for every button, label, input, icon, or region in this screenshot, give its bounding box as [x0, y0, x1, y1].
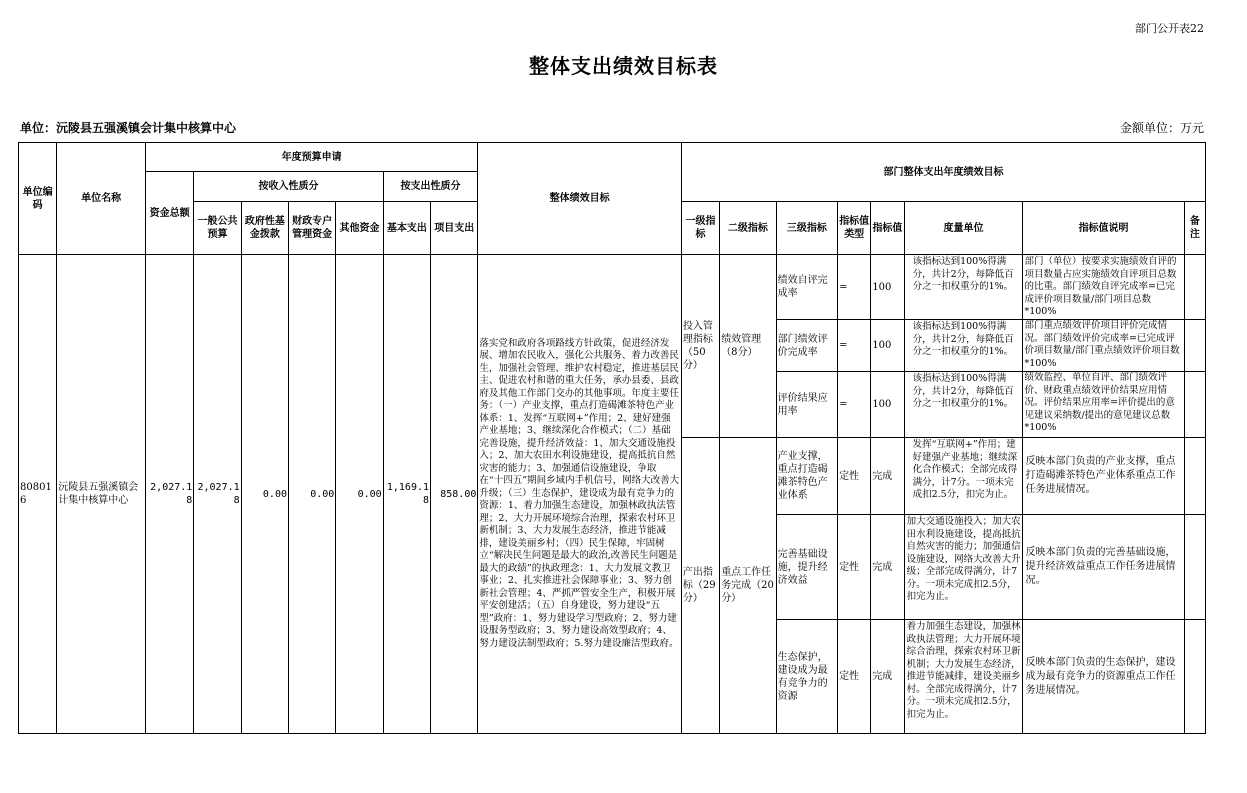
form-number: 部门公开表22	[1135, 22, 1204, 35]
indicator-type: =	[838, 372, 871, 438]
indicator-measure	[904, 438, 1023, 515]
indicator-value: 完成	[871, 620, 904, 734]
header-dept-goal: 部门整体支出年度绩效目标	[681, 143, 1205, 202]
indicator-measure	[904, 515, 1023, 620]
unit-code-cell: 808016	[19, 255, 57, 734]
indicator-measure	[904, 255, 1023, 320]
fiscal-special-cell: 0.00	[289, 255, 336, 734]
indicator-type: 定性	[838, 438, 871, 515]
indicator-value: 100	[871, 372, 904, 438]
indicator-desc: 反映本部门负责的产业支撑，重点打造碣滩茶特色产业体系重点工作任务进展情况。	[1023, 438, 1184, 515]
gov-fund-cell: 0.00	[241, 255, 288, 734]
indicator-measure-text: 该指标达到100%得满分，共计2分，每降低百分之一扣权重分的1%。	[912, 256, 1014, 292]
indicator-level2: 重点工作任务完成（20分）	[720, 438, 776, 734]
total-funds-cell: 2,027.18	[145, 255, 193, 734]
indicator-desc	[1023, 255, 1184, 320]
indicator-desc-text: 绩效监控、单位自评、部门绩效评价、财政重点绩效评价结果应用情况。评价结果应用率=评价提出的意见建议采纳数/提出的意见建议总数*100%	[1024, 372, 1175, 433]
header-annual-budget: 年度预算申请	[145, 143, 477, 172]
indicator-measure	[904, 372, 1023, 438]
header-basic-expense: 基本支出	[383, 202, 430, 255]
indicator-desc	[1023, 320, 1184, 372]
indicator-desc-text: 部门重点绩效评价项目评价完成情况。部门绩效评价完成率=已完成评价项目数量/部门重点绩效评价项目数*100%	[1024, 320, 1180, 369]
header-project-expense: 项目支出	[431, 202, 478, 255]
indicator-level3: 部门绩效评价完成率	[776, 320, 837, 372]
indicator-value: 完成	[871, 438, 904, 515]
indicator-type: =	[838, 320, 871, 372]
indicator-measure-text: 着力加强生态建设，加强林政执法管理；大力开展环境综合治理，探索农村环卫新机制；大力发展生态经济，推进节能减排，建设美丽乡村。全部完成得满分，计7分。一项未完成扣2.5分，扣完为止。	[906, 621, 1021, 720]
header-level1: 一级指标	[681, 202, 719, 255]
other-funds-cell: 0.00	[336, 255, 383, 734]
indicator-remark	[1184, 620, 1205, 734]
indicator-level3: 产业支撑，重点打造碣滩茶特色产业体系	[776, 438, 837, 515]
money-unit: 金额单位：万元	[1119, 121, 1204, 135]
indicator-level1: 投入管理指标（50分）	[681, 255, 719, 438]
header-remark: 备注	[1184, 202, 1205, 255]
page-title: 整体支出绩效目标表	[529, 54, 718, 78]
header-value-type: 指标值类型	[838, 202, 871, 255]
indicator-remark	[1184, 255, 1205, 320]
header-level3: 三级指标	[776, 202, 837, 255]
indicator-remark	[1184, 372, 1205, 438]
overall-goal-text: 落实党和政府各项路线方针政策，促进经济发展、增加农民收入，强化公共服务、着力改善民生，加强社会管理、维护农村稳定，推进基层民主、促进农村和谐的重大任务，承办县委、县政府及其他工作部门交办的其他事项。年度主要任务：（一）产业支撑，重点打造碣滩茶特色产业体系：1、发挥“互联网+”作用；2、建好建强产业基地；3、继续深化合作模式；（二）基础完善设施，提升经济效益：1、加大交通设施投入；2、加大农田水利设施建设，提高抵抗自然灾害的能力；3、加强通信设施建设，争取在“十四五”期间乡域内手机信号，网络大改善大升级；（三）生态保护，建设成为最有竞争力的资源：1、着力加强生态建设，加强林政执法管理；2、大力开展环境综合治理，探索农村环卫新机制；3、大力发展生态经济，推进节能减排，建设美丽乡村；（四）民生保障，牢固树立“解决民生问题是最大的政治,改善民生问题是最大的政绩”的执政理念：1、大力发展文教卫事业；2、扎实推进社会保障事业；3、努力创新社会管理；4、严抓严管安全生产，积极开展平安创建活；（五）自身建设，努力建设“五型”政府：1、努力建设学习型政府；2、努力建设服务型政府；3、努力建设高效型政府；4、努力建设法制型政府；5.努力建设廉洁型政府。	[479, 337, 680, 649]
header-overall-goal: 整体绩效目标	[478, 143, 682, 255]
basic-expense-cell: 1,169.18	[383, 255, 430, 734]
header-by-expense: 按支出性质分	[383, 172, 478, 202]
header-by-income: 按收入性质分	[194, 172, 383, 202]
indicator-level3: 生态保护，建设成为最有竞争力的资源	[776, 620, 837, 734]
indicator-measure-text: 该指标达到100%得满分，共计2分，每降低百分之一扣权重分的1%。	[912, 321, 1014, 357]
indicator-level2: 绩效管理（8分）	[720, 255, 776, 438]
general-budget-cell: 2,027.18	[194, 255, 241, 734]
indicator-desc-text: 部门（单位）按要求实施绩效自评的项目数量占应实施绩效自评项目总数的比重。部门绩效自评完成率=已完成评价项目数量/部门项目总数*100%	[1024, 256, 1177, 317]
header-value-desc: 指标值说明	[1023, 202, 1184, 255]
indicator-remark	[1184, 515, 1205, 620]
header-unit-code: 单位编码	[19, 143, 57, 255]
indicator-value: 完成	[871, 515, 904, 620]
unit-name-cell: 沅陵县五强溪镇会计集中核算中心	[57, 255, 146, 734]
indicator-level3: 完善基础设施，提升经济效益	[776, 515, 837, 620]
header-fiscal-special: 财政专户管理资金	[289, 202, 336, 255]
indicator-measure	[904, 320, 1023, 372]
header-other-funds: 其他资金	[336, 202, 383, 255]
indicator-measure-text: 该指标达到100%得满分，共计2分，每降低百分之一扣权重分的1%。	[912, 373, 1014, 409]
indicator-type: 定性	[838, 515, 871, 620]
unit-label: 单位：沅陵县五强溪镇会计集中核算中心	[20, 121, 237, 135]
indicator-level1: 产出指标（29分）	[681, 438, 719, 734]
header-level2: 二级指标	[720, 202, 776, 255]
indicator-level3: 绩效自评完成率	[776, 255, 837, 320]
indicator-measure-text: 加大交通设施投入；加大农田水利设施建设，提高抵抗自然灾害的能力；加强通信设施建设，网络大改善大升级；全部完成得满分，计7分。一项未完成扣2.5分，扣完为止。	[906, 516, 1021, 602]
header-value: 指标值	[871, 202, 904, 255]
indicator-measure	[904, 620, 1023, 734]
indicator-value: 100	[871, 320, 904, 372]
indicator-level3: 评价结果应用率	[776, 372, 837, 438]
indicator-desc	[1023, 372, 1184, 438]
indicator-desc: 反映本部门负责的完善基础设施，提升经济效益重点工作任务进展情况。	[1023, 515, 1184, 620]
indicator-type: =	[838, 255, 871, 320]
header-gov-fund: 政府性基金拨款	[241, 202, 288, 255]
indicator-remark	[1184, 438, 1205, 515]
project-expense-cell: 858.00	[431, 255, 478, 734]
indicator-value: 100	[871, 255, 904, 320]
indicator-measure-text: 发挥“互联网+”作用；建好建强产业基地；继续深化合作模式；全部完成得满分，计7分。一项未完成扣2.5分，扣完为止。	[912, 439, 1018, 500]
header-measure-unit: 度量单位	[904, 202, 1023, 255]
performance-table	[18, 142, 1206, 734]
overall-goal-cell	[478, 255, 682, 734]
indicator-desc: 反映本部门负责的生态保护，建设成为最有竞争力的资源重点工作任务进展情况。	[1023, 620, 1184, 734]
header-general-budget: 一般公共预算	[194, 202, 241, 255]
indicator-remark	[1184, 320, 1205, 372]
indicator-type: 定性	[838, 620, 871, 734]
header-unit-name: 单位名称	[57, 143, 146, 255]
header-total-funds: 资金总额	[145, 172, 193, 255]
